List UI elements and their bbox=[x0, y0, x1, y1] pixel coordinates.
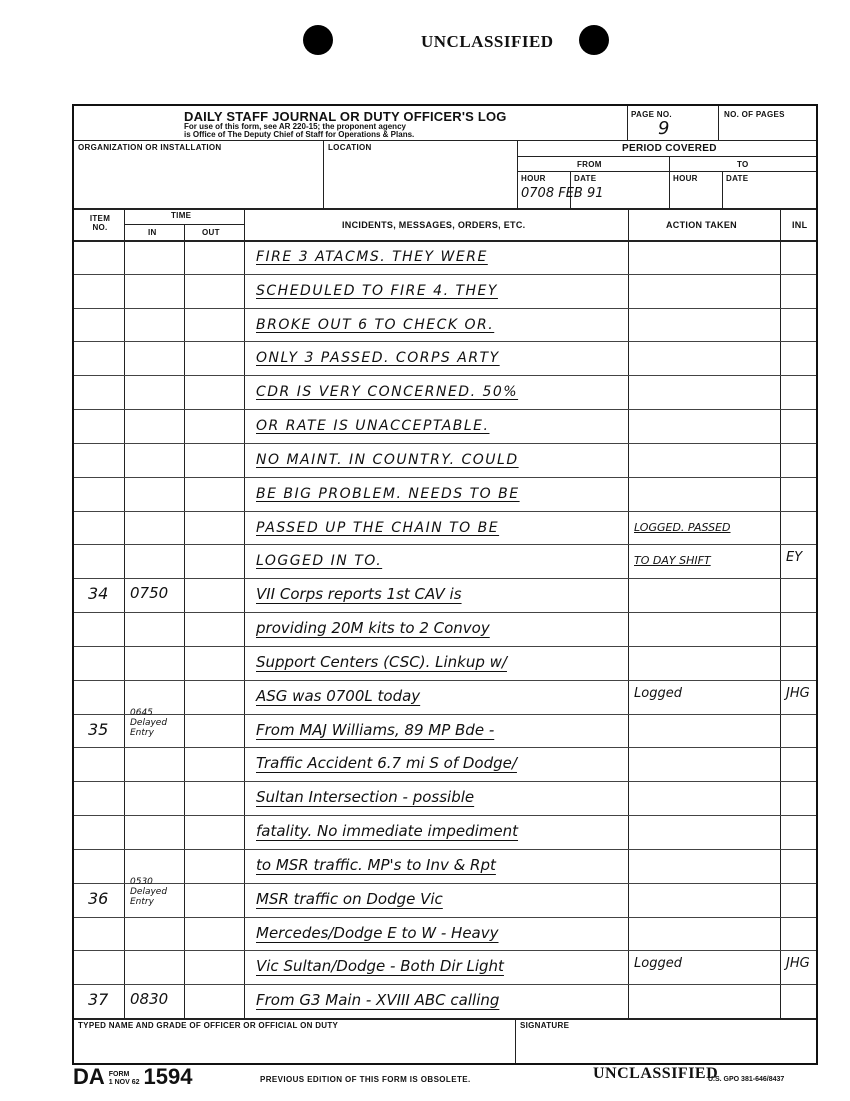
table-row bbox=[0, 779, 850, 813]
organization-label: ORGANIZATION OR INSTALLATION bbox=[78, 143, 222, 152]
entry-text: From MAJ Williams, 89 MP Bde - bbox=[256, 720, 495, 739]
entry-text: ONLY 3 PASSED. CORPS ARTY bbox=[256, 350, 500, 367]
time-in: 0645 Delayed Entry bbox=[130, 707, 168, 738]
table-row bbox=[0, 876, 850, 915]
to-label: TO bbox=[737, 160, 749, 169]
initials: JHG bbox=[786, 685, 810, 701]
form-subtitle-2: is Office of The Deputy Chief of Staff for Operations & Plans. bbox=[184, 130, 415, 139]
col-item-no: ITEM NO. bbox=[89, 214, 111, 232]
signature-label: SIGNATURE bbox=[520, 1021, 570, 1030]
table-row bbox=[0, 272, 850, 306]
table-row bbox=[0, 509, 850, 543]
time-in: 0530 Delayed Entry bbox=[130, 876, 168, 907]
page-no-value: 9 bbox=[658, 118, 670, 139]
table-row bbox=[0, 644, 850, 678]
table-row bbox=[0, 847, 850, 881]
classification-top: UNCLASSIFIED bbox=[421, 32, 554, 51]
entry-text: SCHEDULED TO FIRE 4. THEY bbox=[256, 282, 498, 299]
location-label: LOCATION bbox=[328, 143, 372, 152]
time-in: 0830 bbox=[130, 990, 169, 1009]
typed-name-label: TYPED NAME AND GRADE OF OFFICER OR OFFICIAL ON DUTY bbox=[78, 1021, 339, 1030]
initials: EY bbox=[786, 550, 803, 566]
entry-text: OR RATE IS UNACCEPTABLE. bbox=[256, 418, 490, 435]
item-no: 34 bbox=[88, 584, 109, 604]
entry-text: BROKE OUT 6 TO CHECK OR. bbox=[256, 316, 495, 333]
table-row bbox=[0, 610, 850, 644]
from-date-label: DATE bbox=[574, 174, 597, 183]
table-row bbox=[0, 475, 850, 509]
col-incidents: INCIDENTS, MESSAGES, ORDERS, ETC. bbox=[342, 220, 526, 230]
entry-text: NO MAINT. IN COUNTRY. COULD bbox=[256, 451, 519, 468]
entry-text: BE BIG PROBLEM. NEEDS TO BE bbox=[256, 485, 520, 502]
form-subtitle-1: For use of this form, see AR 220-15; the proponent agency bbox=[184, 122, 406, 131]
entry-text: PASSED UP THE CHAIN TO BE bbox=[256, 519, 500, 536]
entry-text: ASG was 0700L today bbox=[256, 686, 421, 705]
classification-bottom: UNCLASSIFIED bbox=[593, 1065, 719, 1082]
form-prefix: DA bbox=[73, 1064, 105, 1089]
form-title: DAILY STAFF JOURNAL OR DUTY OFFICER'S LOG bbox=[184, 109, 507, 124]
table-row bbox=[0, 238, 850, 272]
entry-text: Mercedes/Dodge E to W - Heavy bbox=[256, 923, 499, 942]
from-label: FROM bbox=[577, 160, 602, 169]
no-of-pages-label: NO. OF PAGES bbox=[724, 110, 785, 119]
entry-text: VII Corps reports 1st CAV is bbox=[256, 585, 462, 604]
entry-text: FIRE 3 ATACMS. THEY WERE bbox=[256, 249, 488, 265]
entry-text: CDR IS VERY CONCERNED. 50% bbox=[256, 384, 519, 401]
action-taken: Logged bbox=[634, 685, 682, 701]
initials: JHG bbox=[786, 956, 810, 972]
gpo-note: U.S. GPO 381-646/8437 bbox=[708, 1076, 785, 1083]
table-row bbox=[0, 339, 850, 373]
right-black-dot-icon bbox=[579, 25, 609, 55]
table-row bbox=[0, 407, 850, 441]
entry-text: LOGGED IN TO. bbox=[256, 553, 383, 570]
form-date-block: FORM 1 NOV 62 bbox=[108, 1071, 140, 1086]
from-entry: 0708 FEB 91 bbox=[521, 186, 604, 201]
item-no: 35 bbox=[88, 719, 109, 739]
action-taken: TO DAY SHIFT bbox=[634, 554, 711, 568]
entry-text: fatality. No immediate impediment bbox=[256, 822, 519, 841]
table-row bbox=[0, 441, 850, 475]
previous-edition-note: PREVIOUS EDITION OF THIS FORM IS OBSOLETE. bbox=[260, 1075, 471, 1084]
col-time: TIME bbox=[171, 211, 192, 220]
entry-text: to MSR traffic. MP's to Inv & Rpt bbox=[256, 855, 496, 874]
col-inl: INL bbox=[792, 220, 808, 230]
action-taken: LOGGED. PASSED bbox=[634, 520, 731, 534]
table-row bbox=[0, 373, 850, 407]
to-date-label: DATE bbox=[726, 174, 749, 183]
item-no: 36 bbox=[88, 888, 109, 908]
entry-text: Support Centers (CSC). Linkup w/ bbox=[256, 652, 507, 671]
entry-text: providing 20M kits to 2 Convoy bbox=[256, 619, 490, 638]
table-row bbox=[0, 576, 850, 610]
table-row bbox=[0, 306, 850, 340]
entry-text: From G3 Main - XVIII ABC calling bbox=[256, 991, 500, 1010]
table-row bbox=[0, 542, 850, 576]
left-black-dot-icon bbox=[303, 25, 333, 55]
entry-text: Traffic Accident 6.7 mi S of Dodge/ bbox=[256, 754, 517, 773]
entry-text: Vic Sultan/Dodge - Both Dir Light bbox=[256, 957, 504, 976]
action-taken: Logged bbox=[634, 956, 682, 972]
table-row bbox=[0, 813, 850, 847]
table-row bbox=[0, 948, 850, 982]
form-identifier bbox=[73, 1064, 192, 1090]
form-number: 1594 bbox=[143, 1064, 193, 1089]
page-no-label: PAGE NO. bbox=[631, 110, 672, 119]
table-row bbox=[0, 982, 850, 1016]
col-action: ACTION TAKEN bbox=[666, 220, 737, 230]
table-row bbox=[0, 915, 850, 949]
col-out: OUT bbox=[202, 228, 220, 237]
item-no: 37 bbox=[88, 990, 109, 1010]
to-hour-label: HOUR bbox=[673, 174, 698, 183]
table-row bbox=[0, 678, 850, 712]
time-in: 0750 bbox=[130, 584, 169, 603]
entry-text: MSR traffic on Dodge Vic bbox=[256, 889, 443, 908]
table-row bbox=[0, 745, 850, 779]
from-hour-label: HOUR bbox=[521, 174, 546, 183]
table-row bbox=[0, 707, 850, 746]
col-in: IN bbox=[148, 228, 157, 237]
period-covered-label: PERIOD COVERED bbox=[622, 143, 717, 154]
entry-text: Sultan Intersection - possible bbox=[256, 788, 475, 807]
